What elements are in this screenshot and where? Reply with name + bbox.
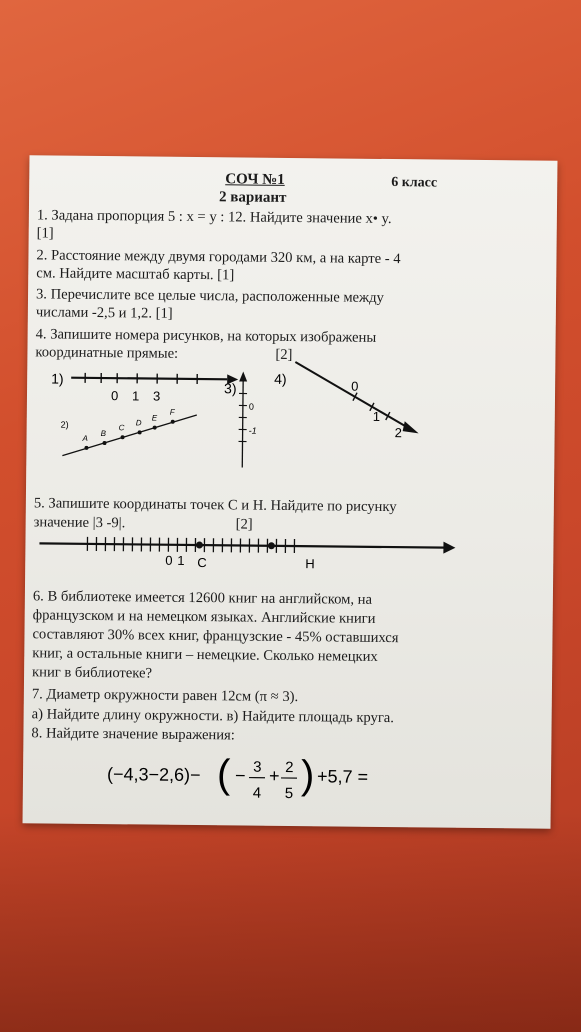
formula-frac1-num: 3	[253, 758, 262, 776]
worksheet-page	[23, 155, 558, 828]
fig4-arrow	[403, 421, 419, 433]
worksheet-title: СОЧ №1	[225, 171, 285, 188]
fig1-tick-1: 1	[131, 388, 140, 404]
table-surface	[0, 812, 581, 1032]
formula-tail: +5,7 =	[316, 766, 369, 787]
task-1-mark: [1]	[36, 225, 54, 242]
fig1-line	[71, 378, 227, 380]
formula-minus: −	[234, 765, 246, 786]
formula-close-paren: )	[300, 753, 315, 798]
task-3-text-cont: числами -2,5 и 1,2. [1]	[35, 304, 173, 322]
fig5-tick-1: 1	[177, 552, 185, 568]
fig3-line	[242, 380, 243, 468]
task-6-text-4: книг, а остальные книги – немецкие. Сколько немецких	[32, 645, 378, 665]
task-7-text: 7. Диаметр окружности равен 12см (π ≈ 3).	[31, 686, 299, 706]
variant-label: 2 вариант	[218, 189, 287, 206]
fig1-tick-0: 0	[110, 388, 119, 404]
formula-plus: +	[268, 765, 280, 786]
fig1-label: 1)	[51, 370, 64, 387]
task-6-text-5: книг в библиотеке?	[32, 664, 153, 682]
fig2-point-e: E	[151, 413, 158, 423]
task-4-figures	[26, 355, 555, 479]
formula-frac1-den: 4	[252, 784, 262, 802]
fig2-point-a: A	[82, 433, 88, 443]
fig5-point-h-label: H	[305, 556, 315, 572]
task-3-text: 3. Перечислите все целые числа, расположенные между	[35, 286, 384, 306]
fig4-tick-marks	[353, 393, 390, 420]
task-5-mark: [2]	[235, 516, 253, 533]
formula-open-paren: (	[216, 752, 231, 797]
task-4-text-cont: координатные прямые:	[35, 344, 179, 362]
task-1-text: 1. Задана пропорция 5 : x = y : 12. Найдите значение x• y.	[36, 207, 392, 228]
task-4-text: 4. Запишите номера рисунков, на которых изображены	[35, 326, 377, 346]
fig5-point-c-label: C	[197, 555, 207, 571]
fig4-tick-0: 0	[351, 378, 359, 394]
formula-frac2-den: 5	[284, 784, 294, 803]
point-c	[196, 542, 203, 549]
point-h	[268, 542, 275, 549]
fig3-label: 3)	[223, 380, 237, 397]
task-4-mark: [2]	[275, 346, 293, 364]
task-5-text: 5. Запишите координаты точек С и Н. Найдите по рисунку	[33, 495, 397, 516]
task-8-text: 8. Найдите значение выражения:	[31, 725, 235, 744]
fig4-tick-2: 2	[394, 425, 402, 441]
fig2-point-c: C	[118, 423, 125, 433]
grade-label: 6 класс	[391, 175, 438, 191]
fig4-tick-1: 1	[372, 408, 381, 424]
task-5-number-line	[25, 531, 553, 577]
formula-part-1: (−4,3−2,6)−	[106, 764, 201, 786]
task-8-formula	[93, 746, 394, 809]
fig4-label: 4)	[274, 370, 287, 387]
fig2-point-d: D	[135, 418, 142, 428]
task-6-text-3: составляют 30% всех книг, французские - 45% оставшихся	[32, 626, 399, 647]
fig5-tick-0: 0	[165, 552, 173, 568]
fig3-tick-0: 0	[248, 401, 254, 412]
fig3-arrow	[239, 371, 247, 381]
task-2-text-cont: см. Найдите масштаб карты. [1]	[36, 265, 235, 284]
fig3-tick-neg1: -1	[248, 425, 257, 436]
task-6-text-2: французском и на немецком языках. Английские книги	[32, 607, 376, 627]
task-7-subtasks: а) Найдите длину окружности. в) Найдите площадь круга.	[31, 706, 395, 727]
task-5-text-cont: значение |3 -9|.	[33, 514, 126, 532]
fig2-point-b: B	[100, 429, 106, 439]
fig1-tick-3: 3	[152, 388, 161, 404]
fig2-point-f: F	[169, 407, 175, 417]
task-2-text: 2. Расстояние между двумя городами 320 км, а на карте - 4	[36, 247, 401, 268]
fig4-line	[295, 362, 412, 429]
formula-frac2-num: 2	[285, 758, 294, 777]
task-6-text: 6. В библиотеке имеется 12600 книг на английском, на	[32, 588, 373, 608]
fig2-label: 2)	[60, 419, 69, 430]
